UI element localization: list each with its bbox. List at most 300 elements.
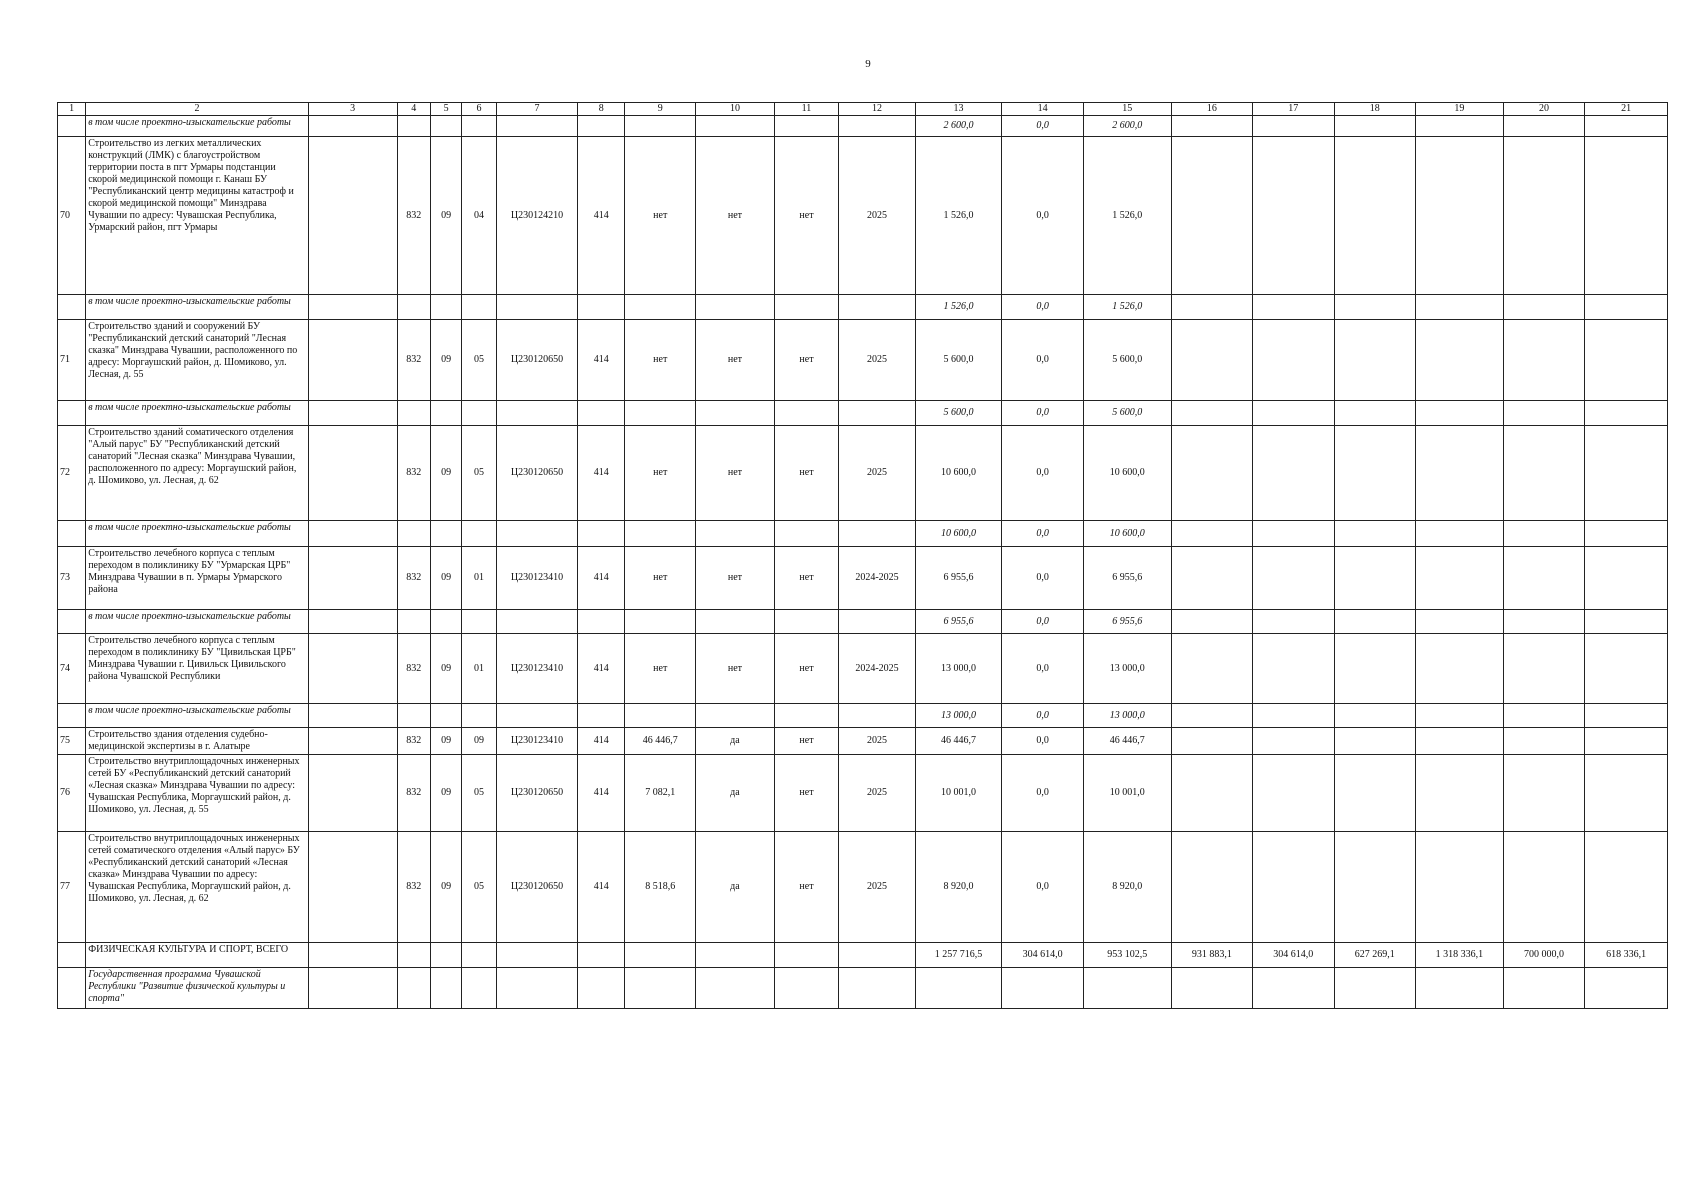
table-cell — [58, 401, 86, 426]
total-value: 1 318 336,1 — [1416, 943, 1504, 968]
table-cell — [308, 116, 397, 137]
value-c10: да — [696, 728, 774, 755]
value-c5: 09 — [430, 634, 461, 704]
table-cell — [1253, 295, 1334, 320]
value-c5: 09 — [430, 755, 461, 832]
column-header: 9 — [625, 103, 696, 116]
value-c12: 2025 — [839, 755, 915, 832]
table-cell — [397, 401, 430, 426]
subwork-label: в том числе проектно-изыскательские работы — [86, 610, 309, 634]
row-number: 74 — [58, 634, 86, 704]
table-cell — [1503, 116, 1584, 137]
value-c11: нет — [774, 832, 839, 943]
table-cell — [839, 116, 915, 137]
table-cell — [839, 704, 915, 728]
column-header: 19 — [1416, 103, 1504, 116]
column-header: 21 — [1585, 103, 1668, 116]
table-cell — [1416, 401, 1504, 426]
subwork-row — [58, 401, 1668, 426]
value-c13: 13 000,0 — [915, 634, 1002, 704]
table-cell — [308, 704, 397, 728]
table-cell — [58, 521, 86, 547]
table-cell — [696, 295, 774, 320]
value-c14: 0,0 — [1002, 755, 1083, 832]
object-name: Строительство здания отделения судебно-медицинской экспертизы в г. Алатыре — [86, 728, 309, 755]
value-c4: 832 — [397, 832, 430, 943]
value-c10: нет — [696, 426, 774, 521]
value-c14: 0,0 — [1002, 634, 1083, 704]
table-cell — [1253, 832, 1334, 943]
table-cell — [839, 943, 915, 968]
table-cell — [496, 968, 577, 1009]
table-cell — [430, 968, 461, 1009]
subwork-label: в том числе проектно-изыскательские работы — [86, 704, 309, 728]
column-header: 13 — [915, 103, 1002, 116]
table-cell — [1503, 320, 1584, 401]
table-cell — [625, 968, 696, 1009]
table-cell — [1334, 401, 1415, 426]
value-c9: нет — [625, 426, 696, 521]
table-cell — [1253, 634, 1334, 704]
table-row — [58, 755, 1668, 832]
table-cell — [58, 704, 86, 728]
table-row — [58, 728, 1668, 755]
value-c5: 09 — [430, 426, 461, 521]
value-c12: 2025 — [839, 832, 915, 943]
row-number: 76 — [58, 755, 86, 832]
subwork-row — [58, 704, 1668, 728]
row-number: 71 — [58, 320, 86, 401]
value-c6: 05 — [462, 426, 496, 521]
table-cell — [308, 634, 397, 704]
table-cell — [496, 943, 577, 968]
table-cell — [1253, 755, 1334, 832]
column-header: 7 — [496, 103, 577, 116]
value-c8: 414 — [578, 755, 625, 832]
value-c11: нет — [774, 426, 839, 521]
total-label: ФИЗИЧЕСКАЯ КУЛЬТУРА И СПОРТ, ВСЕГО — [86, 943, 309, 968]
table-cell — [1253, 137, 1334, 295]
total-value: 700 000,0 — [1503, 943, 1584, 968]
value-c10: да — [696, 832, 774, 943]
subwork-value: 2 600,0 — [915, 116, 1002, 137]
value-c10: да — [696, 755, 774, 832]
value-c15: 13 000,0 — [1083, 634, 1171, 704]
subwork-label: в том числе проектно-изыскательские работы — [86, 295, 309, 320]
table-cell — [1503, 755, 1584, 832]
table-cell — [1585, 320, 1668, 401]
table-cell — [308, 547, 397, 610]
object-name: Строительство зданий и сооружений БУ "Республиканский детский санаторий "Лесная сказка" Минздрава Чувашии, расположенного по адресу: Моргаушский район, д. Шомиково, ул. Лесная, д. 55 — [86, 320, 309, 401]
value-c8: 414 — [578, 547, 625, 610]
subwork-value: 0,0 — [1002, 116, 1083, 137]
table-cell — [1171, 634, 1252, 704]
value-c10: нет — [696, 137, 774, 295]
table-cell — [1416, 755, 1504, 832]
table-cell — [1253, 728, 1334, 755]
table-cell — [1416, 704, 1504, 728]
column-header: 2 — [86, 103, 309, 116]
table-cell — [496, 704, 577, 728]
table-cell — [430, 610, 461, 634]
value-c10: нет — [696, 634, 774, 704]
value-c6: 01 — [462, 547, 496, 610]
column-number-row — [58, 103, 1668, 116]
table-cell — [1253, 521, 1334, 547]
table-cell — [308, 521, 397, 547]
value-c6: 01 — [462, 634, 496, 704]
value-c13: 8 920,0 — [915, 832, 1002, 943]
value-c9: 8 518,6 — [625, 832, 696, 943]
table-cell — [1416, 634, 1504, 704]
object-name: Строительство лечебного корпуса с теплым переходом в поликлинику БУ "Урмарская ЦРБ" Минздрава Чувашии в п. Урмары Урмарского района — [86, 547, 309, 610]
value-c9: нет — [625, 137, 696, 295]
table-cell — [1334, 547, 1415, 610]
subwork-row — [58, 295, 1668, 320]
value-c6: 04 — [462, 137, 496, 295]
value-c11: нет — [774, 755, 839, 832]
value-c13: 1 526,0 — [915, 137, 1002, 295]
row-number: 77 — [58, 832, 86, 943]
table-cell — [496, 610, 577, 634]
value-c11: нет — [774, 137, 839, 295]
table-cell — [1503, 521, 1584, 547]
value-c4: 832 — [397, 320, 430, 401]
column-header: 17 — [1253, 103, 1334, 116]
value-c15: 5 600,0 — [1083, 320, 1171, 401]
table-cell — [1171, 116, 1252, 137]
table-cell — [625, 116, 696, 137]
table-cell — [1416, 521, 1504, 547]
subwork-value: 2 600,0 — [1083, 116, 1171, 137]
table-cell — [1416, 610, 1504, 634]
table-cell — [430, 401, 461, 426]
subwork-value: 0,0 — [1002, 610, 1083, 634]
table-cell — [308, 832, 397, 943]
table-cell — [1334, 320, 1415, 401]
subwork-value: 13 000,0 — [1083, 704, 1171, 728]
table-cell — [1503, 401, 1584, 426]
table-cell — [1416, 547, 1504, 610]
value-c5: 09 — [430, 320, 461, 401]
investment-objects-table — [57, 102, 1668, 1009]
value-c9: нет — [625, 320, 696, 401]
table-cell — [1585, 295, 1668, 320]
value-c6: 05 — [462, 320, 496, 401]
value-c11: нет — [774, 547, 839, 610]
total-row — [58, 943, 1668, 968]
value-c14: 0,0 — [1002, 320, 1083, 401]
table-cell — [1334, 137, 1415, 295]
value-c10: нет — [696, 320, 774, 401]
value-c8: 414 — [578, 728, 625, 755]
value-c11: нет — [774, 728, 839, 755]
table-row — [58, 634, 1668, 704]
table-cell — [1334, 634, 1415, 704]
table-cell — [1002, 968, 1083, 1009]
table-cell — [625, 401, 696, 426]
value-c4: 832 — [397, 634, 430, 704]
value-c11: нет — [774, 320, 839, 401]
value-c8: 414 — [578, 634, 625, 704]
value-c11: нет — [774, 634, 839, 704]
total-value: 931 883,1 — [1171, 943, 1252, 968]
table-cell — [1253, 426, 1334, 521]
table-cell — [774, 295, 839, 320]
table-cell — [58, 943, 86, 968]
value-c13: 10 001,0 — [915, 755, 1002, 832]
table-cell — [1334, 426, 1415, 521]
table-cell — [1334, 832, 1415, 943]
value-c14: 0,0 — [1002, 547, 1083, 610]
value-c15: 10 600,0 — [1083, 426, 1171, 521]
table-cell — [462, 401, 496, 426]
value-c12: 2025 — [839, 320, 915, 401]
value-c5: 09 — [430, 832, 461, 943]
value-c7: Ц230120650 — [496, 320, 577, 401]
table-cell — [496, 295, 577, 320]
value-c9: нет — [625, 634, 696, 704]
table-cell — [1253, 968, 1334, 1009]
subwork-label: в том числе проектно-изыскательские работы — [86, 116, 309, 137]
table-cell — [1585, 634, 1668, 704]
table-cell — [496, 401, 577, 426]
column-header: 14 — [1002, 103, 1083, 116]
value-c8: 414 — [578, 137, 625, 295]
total-value: 1 257 716,5 — [915, 943, 1002, 968]
table-cell — [578, 401, 625, 426]
subwork-value: 0,0 — [1002, 704, 1083, 728]
table-row — [58, 832, 1668, 943]
table-cell — [1503, 547, 1584, 610]
table-cell — [58, 295, 86, 320]
table-cell — [1171, 547, 1252, 610]
table-cell — [839, 295, 915, 320]
table-cell — [1416, 116, 1504, 137]
value-c8: 414 — [578, 832, 625, 943]
table-cell — [1334, 295, 1415, 320]
table-cell — [1253, 320, 1334, 401]
total-value: 304 614,0 — [1253, 943, 1334, 968]
table-row — [58, 426, 1668, 521]
table-cell — [774, 968, 839, 1009]
subwork-value: 6 955,6 — [1083, 610, 1171, 634]
subwork-value: 0,0 — [1002, 401, 1083, 426]
table-cell — [1585, 401, 1668, 426]
value-c5: 09 — [430, 137, 461, 295]
table-cell — [1171, 521, 1252, 547]
table-cell — [625, 521, 696, 547]
column-header: 18 — [1334, 103, 1415, 116]
page-number: 9 — [865, 58, 871, 70]
value-c6: 05 — [462, 832, 496, 943]
column-header: 1 — [58, 103, 86, 116]
column-header: 8 — [578, 103, 625, 116]
table-cell — [839, 610, 915, 634]
table-cell — [1171, 137, 1252, 295]
table-cell — [578, 968, 625, 1009]
row-number: 70 — [58, 137, 86, 295]
table-cell — [397, 943, 430, 968]
table-cell — [1503, 704, 1584, 728]
table-cell — [397, 704, 430, 728]
value-c12: 2025 — [839, 728, 915, 755]
table-cell — [696, 116, 774, 137]
value-c6: 05 — [462, 755, 496, 832]
value-c7: Ц230124210 — [496, 137, 577, 295]
value-c5: 09 — [430, 728, 461, 755]
table-cell — [1171, 755, 1252, 832]
value-c9: нет — [625, 547, 696, 610]
subwork-label: в том числе проектно-изыскательские работы — [86, 521, 309, 547]
table-cell — [1503, 295, 1584, 320]
table-cell — [462, 968, 496, 1009]
table-cell — [58, 116, 86, 137]
table-cell — [1503, 426, 1584, 521]
total-value: 953 102,5 — [1083, 943, 1171, 968]
column-header: 6 — [462, 103, 496, 116]
column-header: 3 — [308, 103, 397, 116]
value-c4: 832 — [397, 426, 430, 521]
value-c14: 0,0 — [1002, 832, 1083, 943]
value-c12: 2025 — [839, 426, 915, 521]
table-cell — [308, 295, 397, 320]
table-cell — [462, 116, 496, 137]
value-c15: 6 955,6 — [1083, 547, 1171, 610]
value-c15: 46 446,7 — [1083, 728, 1171, 755]
table-cell — [696, 943, 774, 968]
table-cell — [1585, 728, 1668, 755]
value-c5: 09 — [430, 547, 461, 610]
value-c13: 46 446,7 — [915, 728, 1002, 755]
object-name: Строительство зданий соматического отделения "Алый парус" БУ "Республиканский детский санаторий "Лесная сказка" Минздрава Чувашии, расположенного по адресу: Моргаушский район, д. Шомиково, ул. Лесная, д. 62 — [86, 426, 309, 521]
table-cell — [1171, 728, 1252, 755]
subwork-value: 1 526,0 — [1083, 295, 1171, 320]
total-value: 618 336,1 — [1585, 943, 1668, 968]
table-cell — [696, 610, 774, 634]
row-number: 72 — [58, 426, 86, 521]
value-c15: 8 920,0 — [1083, 832, 1171, 943]
table-cell — [774, 943, 839, 968]
value-c15: 10 001,0 — [1083, 755, 1171, 832]
value-c12: 2024-2025 — [839, 547, 915, 610]
table-cell — [625, 943, 696, 968]
table-cell — [578, 704, 625, 728]
value-c9: 46 446,7 — [625, 728, 696, 755]
value-c12: 2025 — [839, 137, 915, 295]
total-value: 627 269,1 — [1334, 943, 1415, 968]
column-header: 20 — [1503, 103, 1584, 116]
table-cell — [774, 521, 839, 547]
table-cell — [1416, 832, 1504, 943]
table-cell — [1171, 704, 1252, 728]
table-cell — [839, 521, 915, 547]
table-cell — [915, 968, 1002, 1009]
table-cell — [1585, 426, 1668, 521]
table-cell — [1503, 610, 1584, 634]
table-cell — [1334, 521, 1415, 547]
table-cell — [1585, 610, 1668, 634]
program-row — [58, 968, 1668, 1009]
row-number: 73 — [58, 547, 86, 610]
table-cell — [1585, 704, 1668, 728]
table-cell — [696, 521, 774, 547]
table-cell — [1416, 728, 1504, 755]
table-cell — [1253, 610, 1334, 634]
table-cell — [1503, 728, 1584, 755]
value-c13: 10 600,0 — [915, 426, 1002, 521]
table-cell — [1416, 426, 1504, 521]
table-cell — [1503, 137, 1584, 295]
table-cell — [430, 704, 461, 728]
table-cell — [1334, 728, 1415, 755]
table-cell — [1585, 547, 1668, 610]
table-cell — [1253, 704, 1334, 728]
value-c4: 832 — [397, 728, 430, 755]
total-value: 304 614,0 — [1002, 943, 1083, 968]
table-cell — [774, 116, 839, 137]
table-cell — [578, 116, 625, 137]
table-cell — [1171, 295, 1252, 320]
table-cell — [397, 968, 430, 1009]
value-c8: 414 — [578, 426, 625, 521]
subwork-value: 0,0 — [1002, 295, 1083, 320]
value-c4: 832 — [397, 547, 430, 610]
value-c14: 0,0 — [1002, 728, 1083, 755]
table-cell — [1416, 137, 1504, 295]
value-c7: Ц230123410 — [496, 634, 577, 704]
value-c7: Ц230123410 — [496, 728, 577, 755]
table-cell — [1334, 116, 1415, 137]
table-cell — [774, 704, 839, 728]
table-row — [58, 320, 1668, 401]
subwork-value: 13 000,0 — [915, 704, 1002, 728]
column-header: 5 — [430, 103, 461, 116]
value-c4: 832 — [397, 137, 430, 295]
table-row — [58, 547, 1668, 610]
value-c13: 6 955,6 — [915, 547, 1002, 610]
table-row — [58, 137, 1668, 295]
object-name: Строительство внутриплощадочных инженерных сетей соматического отделения «Алый парус» БУ «Республиканский детский санаторий «Лесная сказка» Минздрава Чувашии по адресу: Чувашская Республика, Моргаушский район, д. Шомиково, ул. Лесная, д. 62 — [86, 832, 309, 943]
table-cell — [462, 295, 496, 320]
table-cell — [397, 295, 430, 320]
table-cell — [1171, 320, 1252, 401]
column-header: 12 — [839, 103, 915, 116]
table-cell — [696, 401, 774, 426]
table-cell — [308, 137, 397, 295]
table-cell — [308, 968, 397, 1009]
column-header: 10 — [696, 103, 774, 116]
table-cell — [308, 755, 397, 832]
table-cell — [397, 521, 430, 547]
table-cell — [308, 610, 397, 634]
table-cell — [1171, 832, 1252, 943]
subwork-value: 0,0 — [1002, 521, 1083, 547]
table-cell — [397, 116, 430, 137]
table-cell — [1171, 968, 1252, 1009]
value-c4: 832 — [397, 755, 430, 832]
table-cell — [1253, 401, 1334, 426]
table-cell — [308, 320, 397, 401]
table-cell — [462, 610, 496, 634]
table-cell — [1334, 704, 1415, 728]
subwork-row — [58, 521, 1668, 547]
table-cell — [578, 521, 625, 547]
value-c6: 09 — [462, 728, 496, 755]
table-cell — [462, 521, 496, 547]
table-cell — [696, 968, 774, 1009]
value-c7: Ц230123410 — [496, 547, 577, 610]
